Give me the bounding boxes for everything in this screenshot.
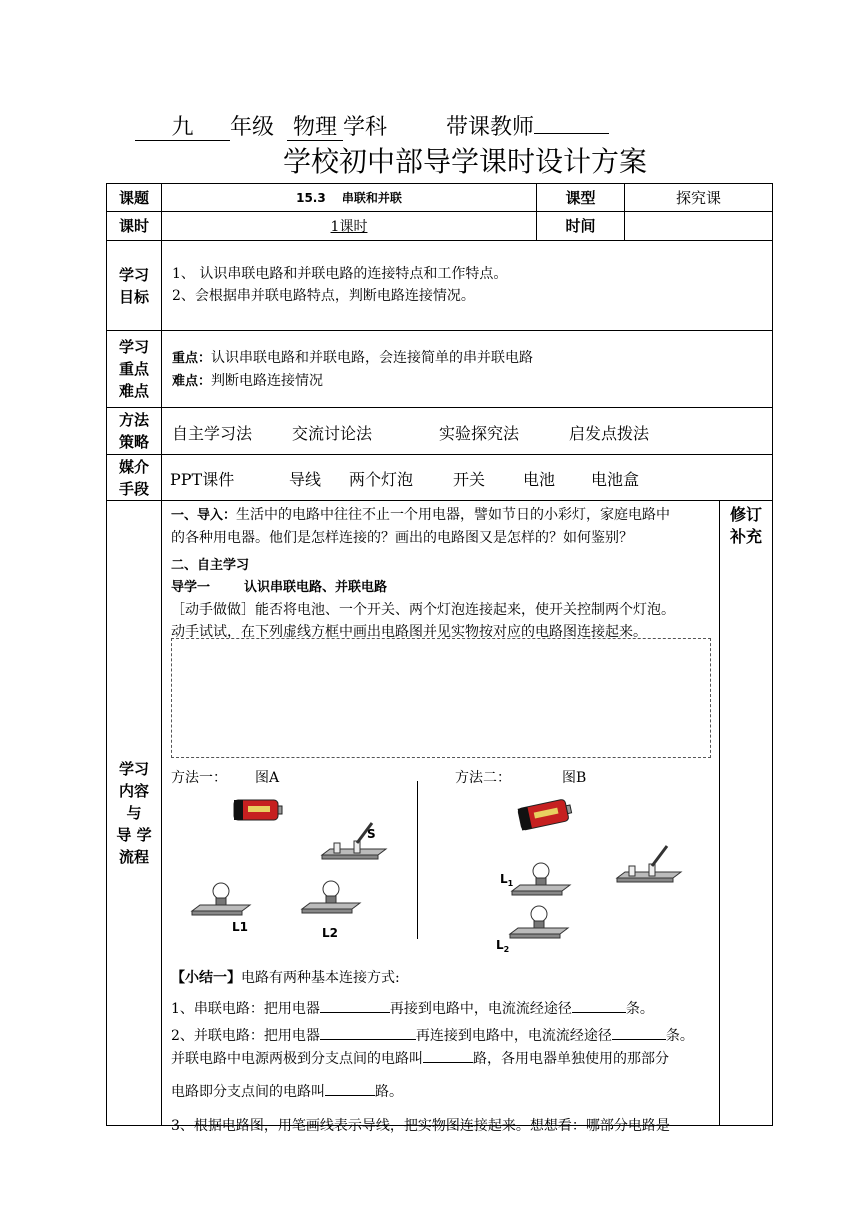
bulb-icon: [302, 881, 360, 913]
key-label-line: 重点: [118, 360, 149, 378]
series-blank[interactable]: [320, 997, 390, 1013]
difficult-point: 判断电路连接情况: [211, 373, 324, 389]
content-label-line: 导 学: [116, 826, 152, 844]
summary-title: 【小结一】: [171, 970, 241, 986]
revise-label: [719, 500, 773, 1126]
battery-icon: [518, 798, 573, 830]
parallel-blank[interactable]: [320, 1024, 416, 1040]
content-label-line: 与: [126, 804, 142, 822]
drawing-box[interactable]: [171, 638, 711, 758]
media-item: 导线: [289, 470, 322, 489]
figure-a: [182, 791, 412, 941]
method-item: 自主学习法: [172, 424, 253, 443]
goal-content: [161, 240, 773, 331]
method-item: 交流讨论法: [292, 424, 373, 443]
parallel-text: 电路即分支点间的电路叫: [171, 1084, 325, 1100]
content-main: [161, 500, 720, 1134]
topic-value: 15.3 串联和并联: [161, 183, 537, 212]
method-label-line: 方法: [118, 411, 149, 429]
revise-label-line: 修订: [729, 505, 762, 524]
bulb-label-l2b: $L_2$: [496, 938, 510, 954]
teacher-blank: [534, 133, 609, 134]
guide-subtitle: 认识串联电路、并联电路: [244, 580, 388, 595]
parallel-text: 并联电路中电源两极到分支点间的电路叫: [171, 1051, 423, 1067]
goal-item: 1、 认识串联电路和并联电路的连接特点和工作特点。: [172, 266, 508, 282]
goal-label: [106, 240, 162, 331]
media-item: PPT课件: [170, 470, 235, 489]
media-item: 电池: [523, 470, 556, 489]
grade-value: 九: [135, 116, 230, 141]
period-cell: [161, 211, 537, 241]
series-text: 条。: [625, 1001, 654, 1017]
time-value: [624, 211, 773, 241]
parallel-text: 路，各用电器单独使用的那部分: [473, 1051, 669, 1067]
bulb-label-l1b: $L_1$: [500, 872, 514, 888]
media-label-line: 手段: [118, 479, 149, 498]
task-text: ［动手做做］能否将电池、一个开关、两个灯泡连接起来，使开关控制两个灯泡。: [171, 602, 675, 618]
method-label-line: 策略: [118, 433, 149, 451]
method-item: 启发点拨法: [569, 424, 650, 443]
key-label-line: 学习: [118, 338, 149, 356]
bulb-icon: [192, 883, 250, 915]
header-line: [135, 110, 609, 141]
type-label: 课型: [536, 183, 625, 212]
media-label-line: 媒介: [118, 457, 149, 476]
time-label: 时间: [536, 211, 625, 241]
fig-b-label: 图B: [562, 770, 587, 786]
grade-label: 年级: [230, 115, 275, 140]
subject-label: 学科: [343, 115, 388, 140]
method-label: [106, 407, 162, 455]
page-title: 学校初中部导学课时设计方案: [282, 145, 647, 178]
period-label: 课时: [106, 211, 162, 241]
parallel-text: 路。: [375, 1084, 403, 1100]
key-point-label: 重点：: [172, 351, 212, 366]
difficult-label: 难点：: [172, 374, 212, 389]
intro-text: 的各种用电器。他们是怎样连接的？画出的电路图又是怎样的？如何鉴别？: [171, 530, 633, 546]
self-study-title: 二、自主学习: [171, 558, 250, 573]
series-text: 1、串联电路：把用电器: [171, 1001, 320, 1017]
switch-label-s: S: [367, 827, 376, 841]
switch-icon: [617, 846, 681, 882]
media-label: [106, 454, 162, 501]
parallel-blank[interactable]: [325, 1080, 375, 1096]
bulb-label-l1: L1: [232, 920, 248, 934]
content-label-line: 内容: [118, 782, 149, 800]
media-item: 电池盒: [591, 470, 640, 489]
method-b-label: 方法二：: [455, 770, 511, 786]
period-value: 1课时: [330, 219, 368, 235]
media-item: 开关: [453, 470, 486, 489]
teacher-label: 带课教师: [446, 115, 535, 140]
goal-label-line: 目标: [118, 287, 149, 306]
parallel-text: 2、并联电路：把用电器: [171, 1028, 320, 1044]
content-label-line: 学习: [118, 760, 149, 778]
method-content: [161, 407, 773, 455]
figure-b: [482, 796, 712, 956]
figure-divider: [417, 781, 418, 939]
content-label: [106, 500, 162, 1126]
step3-text: 3、根据电路图，用笔画线表示导线，把实物图连接起来。想想看：哪部分电路是: [171, 1118, 670, 1134]
parallel-text: 条。: [665, 1028, 694, 1044]
bulb-icon: [512, 863, 570, 895]
summary-text: 电路有两种基本连接方式:: [241, 970, 400, 986]
goal-item: 2、会根据串并联电路特点，判断电路连接情况。: [172, 288, 475, 304]
key-point: 认识串联电路和并联电路，会连接简单的串并联电路: [211, 350, 534, 366]
task-text: 动手试试，在下列虚线方框中画出电路图并见实物按对应的电路图连接起来。: [171, 624, 647, 640]
guide-title: 导学一: [171, 580, 211, 595]
key-label-line: 难点: [118, 382, 149, 400]
type-value: 探究课: [624, 183, 773, 212]
bulb-icon: [510, 906, 568, 938]
battery-icon: [234, 800, 282, 820]
series-text: 再接到电路中，电流流经途径: [389, 1001, 572, 1017]
parallel-text: 再连接到电路中，电流流经途径: [415, 1028, 612, 1044]
fig-a-label: 图A: [255, 770, 280, 786]
media-item: 两个灯泡: [349, 470, 414, 489]
method-item: 实验探究法: [439, 424, 520, 443]
bulb-label-l2: L2: [322, 926, 338, 940]
key-label: [106, 330, 162, 408]
key-content: [161, 330, 773, 408]
subject-value: 物理: [287, 116, 343, 141]
media-content: [161, 454, 773, 501]
switch-icon: [322, 823, 386, 859]
method-a-label: 方法一：: [171, 770, 227, 786]
intro-title: 一、导入：: [171, 508, 237, 523]
intro-text: 生活中的电路中往往不止一个用电器，譬如节日的小彩灯，家庭电路中: [236, 507, 671, 523]
series-blank[interactable]: [572, 997, 626, 1013]
parallel-blank[interactable]: [423, 1047, 473, 1063]
parallel-blank[interactable]: [612, 1024, 666, 1040]
goal-label-line: 学习: [118, 265, 149, 284]
content-label-line: 流程: [118, 848, 149, 866]
topic-label: 课题: [106, 183, 162, 212]
revise-label-line: 补充: [729, 527, 762, 546]
